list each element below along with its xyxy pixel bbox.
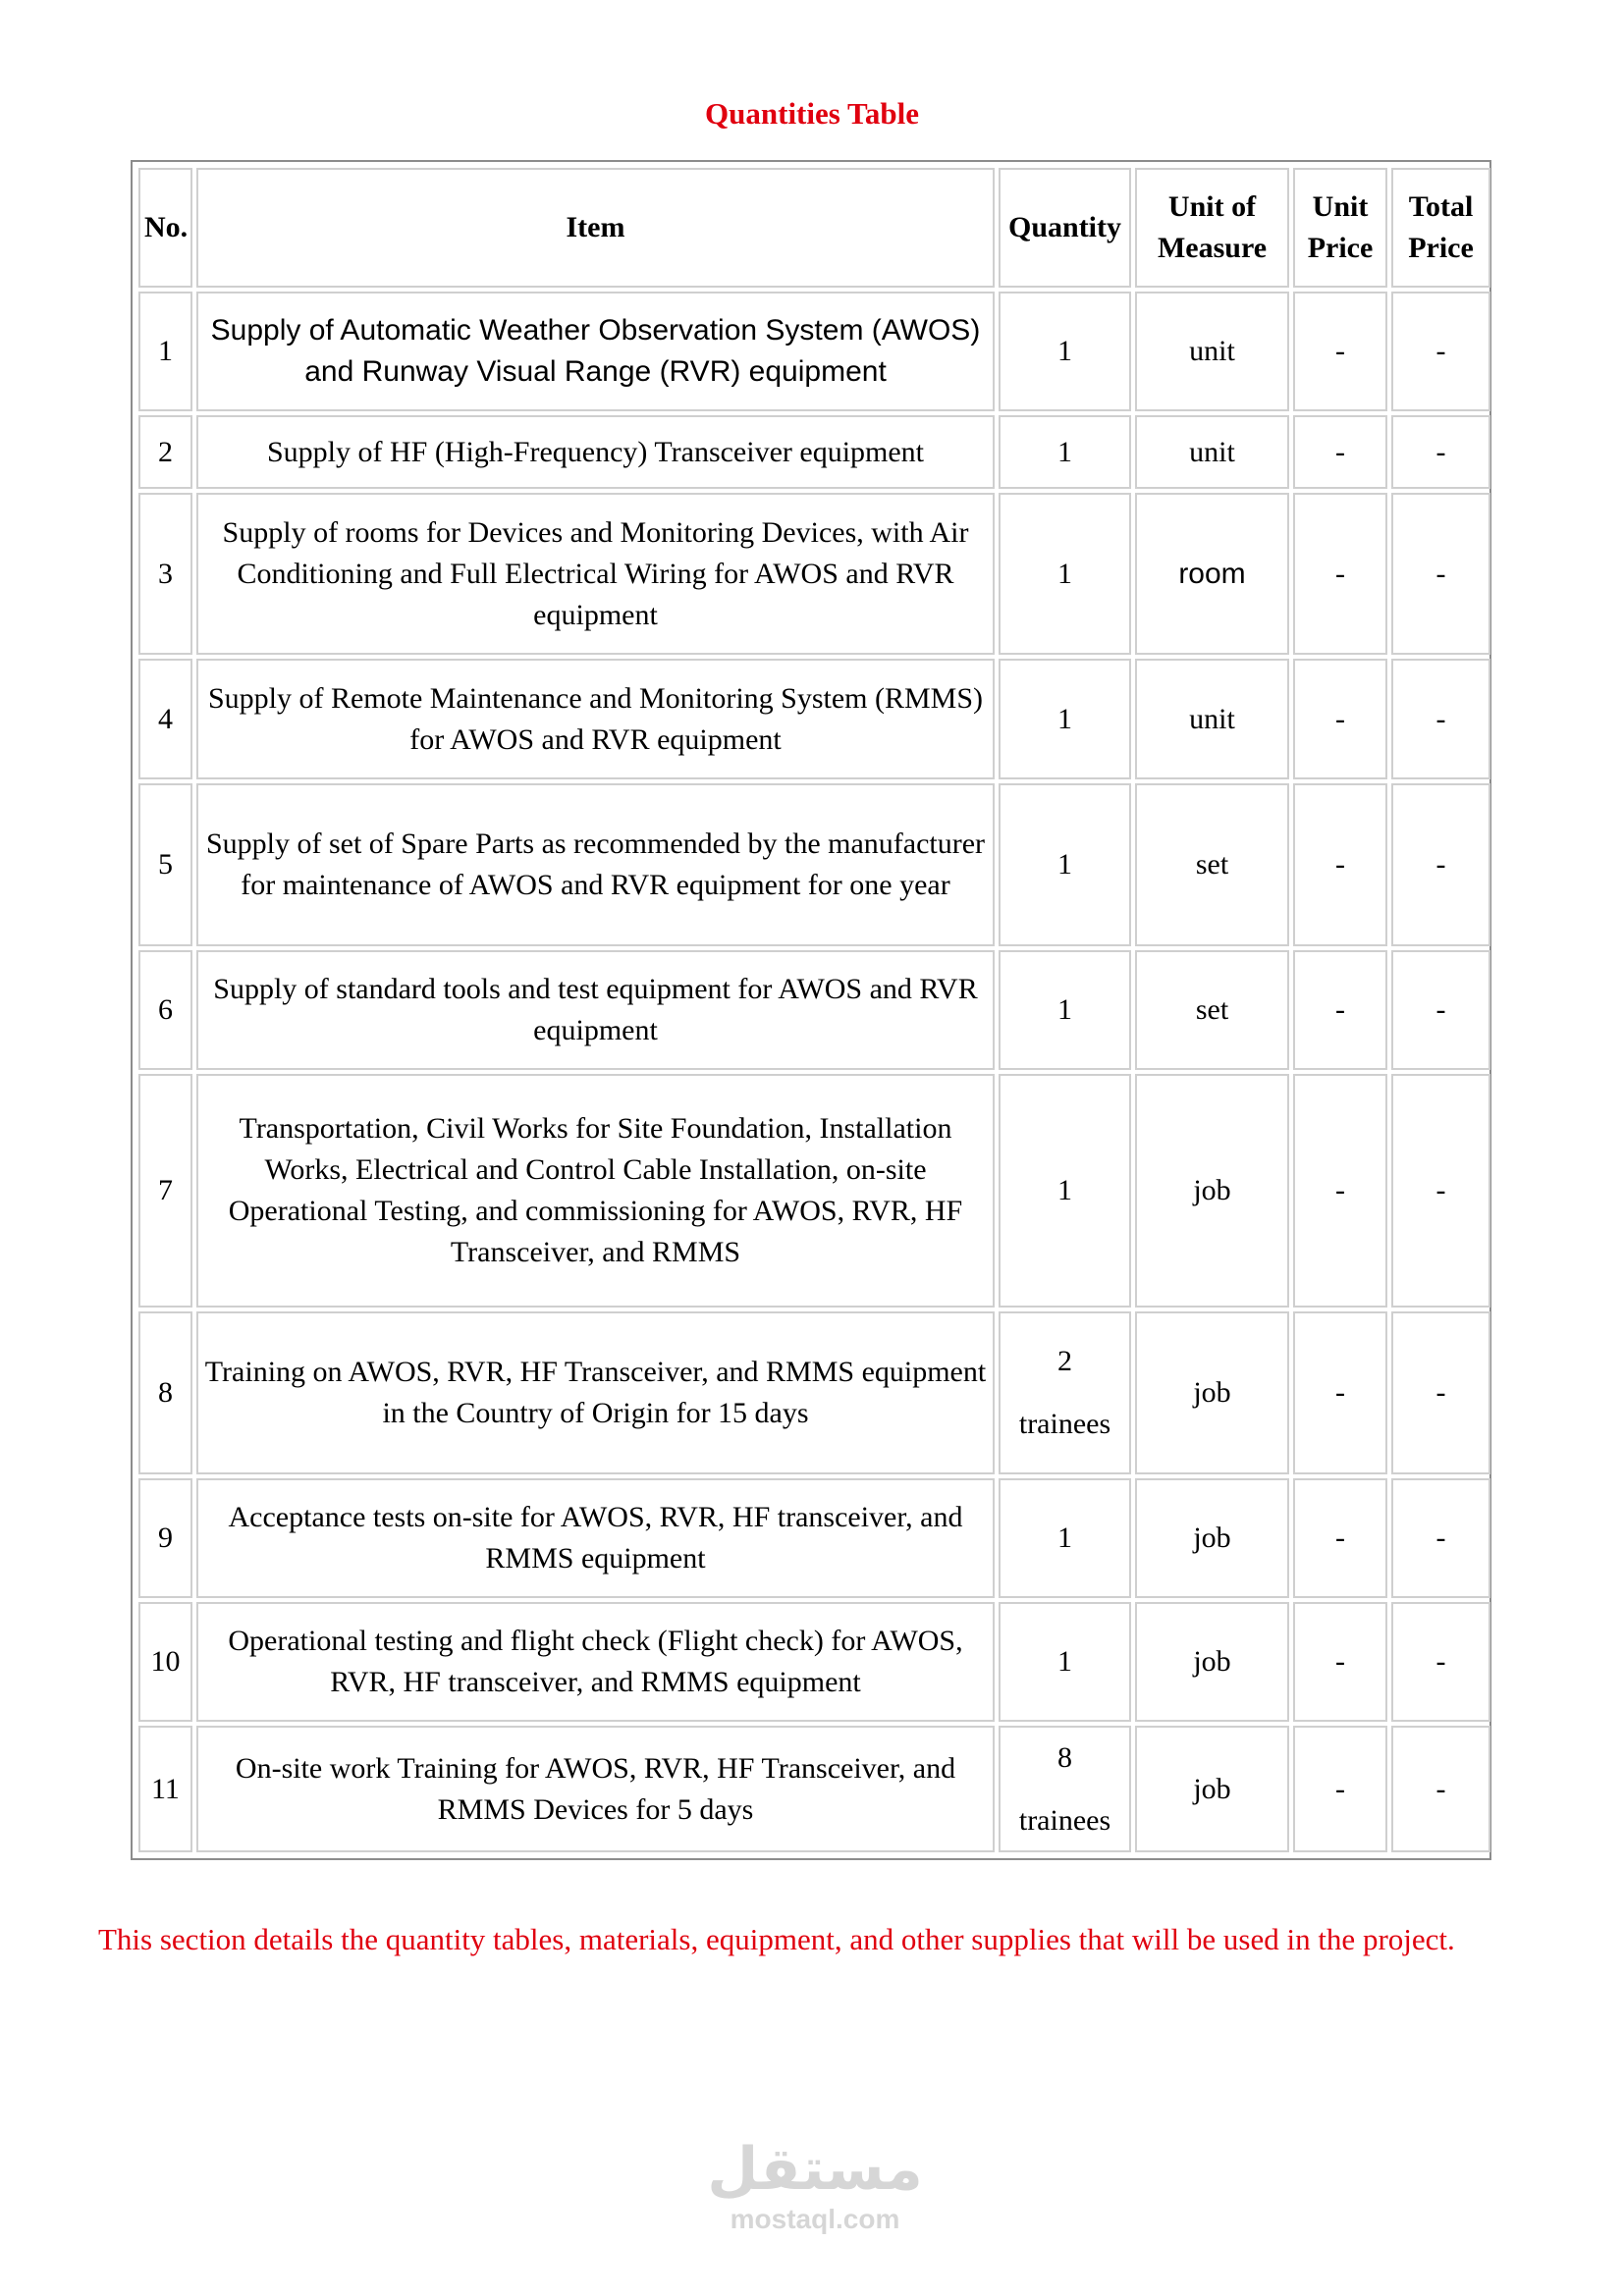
quantity-value: 8 [1057, 1740, 1072, 1774]
cell-item: Supply of Automatic Weather Observation System (AWOS) and Runway Visual Range (RVR) equipment [196, 292, 995, 411]
cell-unit: job [1135, 1478, 1289, 1598]
cell-total-price: - [1391, 1311, 1490, 1474]
cell-no: 7 [138, 1074, 192, 1308]
quantities-table [135, 164, 1494, 1856]
quantities-table-frame [131, 160, 1491, 1860]
quantity-value: 1 [1057, 1173, 1072, 1206]
cell-quantity [999, 292, 1131, 411]
table-row [138, 1311, 1490, 1474]
cell-total-price: - [1391, 1602, 1490, 1722]
cell-quantity [999, 1602, 1131, 1722]
header-unit-price: Unit Price [1293, 168, 1387, 288]
cell-no: 8 [138, 1311, 192, 1474]
header-quantity: Quantity [999, 168, 1131, 288]
cell-unit-price: - [1293, 1478, 1387, 1598]
cell-quantity [999, 783, 1131, 946]
cell-unit: job [1135, 1311, 1289, 1474]
watermark-latin-text: mostaql.com [730, 2204, 900, 2234]
quantity-value: 1 [1057, 335, 1072, 368]
cell-item: Supply of rooms for Devices and Monitoring Devices, with Air Conditioning and Full Electrical Wiring for AWOS and RVR equipment [196, 493, 995, 656]
cell-quantity [999, 1074, 1131, 1308]
cell-unit: job [1135, 1726, 1289, 1852]
cell-quantity [999, 1311, 1131, 1474]
cell-item: Supply of HF (High-Frequency) Transceiver equipment [196, 415, 995, 488]
cell-total-price: - [1391, 1478, 1490, 1598]
quantity-value: 1 [1057, 557, 1072, 590]
cell-unit: unit [1135, 415, 1289, 488]
table-row [138, 493, 1490, 656]
cell-unit-price: - [1293, 950, 1387, 1070]
cell-unit: set [1135, 783, 1289, 946]
quantity-value: 1 [1057, 847, 1072, 881]
cell-total-price: - [1391, 783, 1490, 946]
cell-total-price: - [1391, 415, 1490, 488]
cell-unit-price: - [1293, 493, 1387, 656]
cell-unit: job [1135, 1602, 1289, 1722]
cell-item: Supply of set of Spare Parts as recommended by the manufacturer for maintenance of AWOS and RVR equipment for one year [196, 783, 995, 946]
cell-unit-price: - [1293, 1074, 1387, 1308]
header-unit-of-measure: Unit of Measure [1135, 168, 1289, 288]
cell-item: Training on AWOS, RVR, HF Transceiver, and RMMS equipment in the Country of Origin for 15 days [196, 1311, 995, 1474]
cell-quantity [999, 950, 1131, 1070]
cell-total-price: - [1391, 659, 1490, 778]
quantity-value: 1 [1057, 1521, 1072, 1554]
cell-no: 9 [138, 1478, 192, 1598]
quantity-value: 2 [1057, 1344, 1072, 1377]
cell-total-price: - [1391, 950, 1490, 1070]
cell-no: 4 [138, 659, 192, 778]
section-note: This section details the quantity tables, materials, equipment, and other supplies that will be used in the project. [98, 1922, 1455, 1956]
cell-no: 3 [138, 493, 192, 656]
cell-quantity [999, 415, 1131, 488]
cell-total-price: - [1391, 493, 1490, 656]
cell-total-price: - [1391, 1074, 1490, 1308]
cell-total-price: - [1391, 292, 1490, 411]
cell-no: 2 [138, 415, 192, 488]
cell-unit-price: - [1293, 292, 1387, 411]
cell-unit-price: - [1293, 783, 1387, 946]
cell-unit: unit [1135, 659, 1289, 778]
cell-quantity [999, 1478, 1131, 1598]
header-total-price: Total Price [1391, 168, 1490, 288]
cell-no: 11 [138, 1726, 192, 1852]
quantity-value: 1 [1057, 435, 1072, 468]
cell-item: Operational testing and flight check (Flight check) for AWOS, RVR, HF transceiver, and RMMS equipment [196, 1602, 995, 1722]
table-row [138, 1478, 1490, 1598]
cell-item: Supply of Remote Maintenance and Monitoring System (RMMS) for AWOS and RVR equipment [196, 659, 995, 778]
table-row [138, 783, 1490, 946]
quantity-value: 1 [1057, 702, 1072, 735]
cell-item: Supply of standard tools and test equipment for AWOS and RVR equipment [196, 950, 995, 1070]
header-row [138, 168, 1490, 288]
table-row [138, 1726, 1490, 1852]
cell-quantity [999, 1726, 1131, 1852]
cell-item: On-site work Training for AWOS, RVR, HF Transceiver, and RMMS Devices for 5 days [196, 1726, 995, 1852]
cell-unit: room [1135, 493, 1289, 656]
cell-no: 1 [138, 292, 192, 411]
table-row [138, 950, 1490, 1070]
cell-quantity [999, 493, 1131, 656]
cell-unit-price: - [1293, 659, 1387, 778]
table-row [138, 415, 1490, 488]
cell-unit-price: - [1293, 1311, 1387, 1474]
table-row [138, 1602, 1490, 1722]
cell-item: Transportation, Civil Works for Site Foundation, Installation Works, Electrical and Control Cable Installation, on-site Operational Testing, and commissioning for AWOS, RVR, HF Transceiver, and RMMS [196, 1074, 995, 1308]
cell-total-price: - [1391, 1726, 1490, 1852]
cell-unit: unit [1135, 292, 1289, 411]
watermark-arabic-text: مستقل [707, 2135, 923, 2204]
cell-no: 5 [138, 783, 192, 946]
cell-no: 10 [138, 1602, 192, 1722]
quantity-value: 1 [1057, 992, 1072, 1026]
quantity-value: 1 [1057, 1645, 1072, 1679]
table-row [138, 659, 1490, 778]
cell-unit-price: - [1293, 1602, 1387, 1722]
quantity-unit-label: trainees [1018, 1803, 1111, 1837]
cell-no: 6 [138, 950, 192, 1070]
watermark-logo [687, 2135, 943, 2235]
header-no: No. [138, 168, 192, 288]
cell-item: Acceptance tests on-site for AWOS, RVR, HF transceiver, and RMMS equipment [196, 1478, 995, 1598]
header-item: Item [196, 168, 995, 288]
cell-unit-price: - [1293, 415, 1387, 488]
table-row [138, 292, 1490, 411]
cell-unit-price: - [1293, 1726, 1387, 1852]
quantity-unit-label: trainees [1018, 1407, 1111, 1440]
cell-unit: job [1135, 1074, 1289, 1308]
cell-quantity [999, 659, 1131, 778]
page-title: Quantities Table [705, 96, 919, 131]
table-row [138, 1074, 1490, 1308]
cell-unit: set [1135, 950, 1289, 1070]
